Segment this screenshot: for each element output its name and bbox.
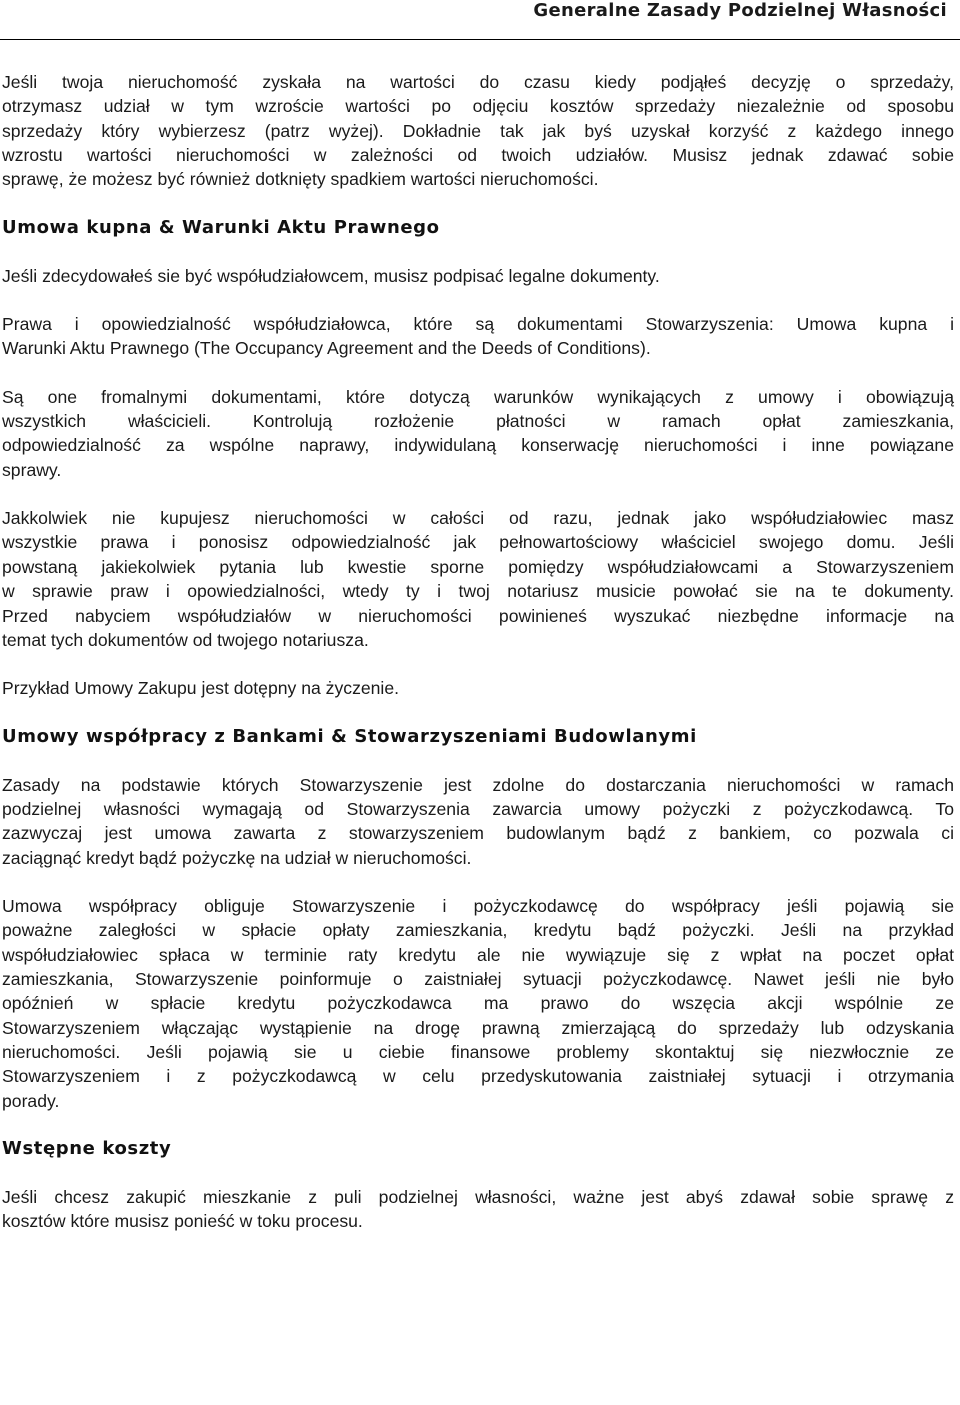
paragraph-umowa-4 bbox=[2, 506, 954, 652]
text-line: zazwyczaj jest umowa zawarta z stowarzyszeniem budowlanym bądź z bankiem, co pozwala ci bbox=[2, 823, 954, 844]
text-line: zaciągnąć kredyt bądź pożyczkę na udział w nieruchomości. bbox=[2, 847, 472, 868]
paragraph-banki-2 bbox=[2, 894, 954, 1113]
text-line: powstaną jakiekolwiek pytania lub kwestie sporne pomiędzy współudziałowcami a Stowarzyszeniem bbox=[2, 556, 954, 577]
text-line: Prawa i opowiedzialność współudziałowca, które są dokumentami Stowarzyszenia: Umowa kupna i bbox=[2, 314, 954, 335]
text-line: Jeśli twoja nieruchomość zyskała na wartości do czasu kiedy podjąłeś decyzję o sprzedaży, bbox=[2, 72, 954, 92]
paragraph-umowa-3 bbox=[2, 385, 954, 482]
text-line: odpowiedzialność za wspólne naprawy, indywidulaną konserwację nieruchomości i inne powiązane bbox=[2, 435, 954, 456]
text-line: nieruchomości. Jeśli pojawią sie u ciebie finansowe problemy skontaktuj się niezwłocznie ze bbox=[2, 1041, 954, 1062]
text-line: w sprawie praw i opowiedzialności, wtedy ty i twoj notariusz musicie powołać sie na te dokumenty. bbox=[2, 581, 954, 602]
section-heading-umowa-kupna: Umowa kupna & Warunki Aktu Prawnego bbox=[2, 216, 440, 238]
text-line: Są one fromalnymi dokumentami, które dotyczą warunków wynikających z umowy i obowiązują bbox=[2, 386, 954, 407]
text-line: Jeśli zdecydowałeś sie być współudziałowcem, musisz podpisać legalne dokumenty. bbox=[2, 265, 660, 286]
text-line: Jakkolwiek nie kupujesz nieruchomości w całości od razu, jednak jako współudziałowiec masz bbox=[2, 508, 954, 529]
text-line: otrzymasz udział w tym wzroście wartości po odjęciu kosztów sprzedaży niezależnie od sposobu bbox=[2, 96, 954, 117]
text-line: kosztów które musisz ponieść w toku procesu. bbox=[2, 1211, 363, 1232]
header-rule bbox=[0, 39, 960, 40]
text-line: Stowarzyszeniem włączając wystąpienie na drogę prawną zmierzającą do sprzedaży lub odzyskania bbox=[2, 1017, 954, 1038]
text-line: wszystkie prawa i ponosisz odpowiedzialność jak pełnowartościowy właściciel swojego domu. Jeśli bbox=[2, 532, 954, 553]
paragraph-banki-1 bbox=[2, 773, 954, 870]
running-header: Generalne Zasady Podzielnej Własności bbox=[533, 0, 947, 21]
paragraph-umowa-5 bbox=[2, 676, 954, 700]
text-line: sprawy. bbox=[2, 459, 62, 480]
section-heading-wstepne-koszty: Wstępne koszty bbox=[2, 1138, 172, 1159]
paragraph-umowa-1 bbox=[2, 264, 954, 288]
text-line: sprzedaży który wybierzesz (patrz wyżej). Dokładnie tak jak byś uzyskał korzyść z każdego innego bbox=[2, 120, 954, 141]
text-line: Umowa współpracy obliguje Stowarzyszenie i pożyczkodawcę do współpracy jeśli pojawią sie bbox=[2, 895, 954, 916]
text-line: podzielnej własności wymagają od Stowarzyszenia zawarcia umowy pożyczki z pożyczkodawcą. To bbox=[2, 798, 954, 819]
text-line: współudziałowiec spłaca w terminie raty kredytu ale nie wywiązuje się z wpłat na poczet opłat bbox=[2, 944, 954, 965]
text-line: Przykład Umowy Zakupu jest dotępny na życzenie. bbox=[2, 678, 400, 699]
section-heading-banki: Umowy współpracy z Bankami & Stowarzyszeniami Budowlanymi bbox=[2, 725, 697, 747]
document-body bbox=[2, 70, 954, 1234]
text-line: opóźnień w spłacie kredytu pożyczkodawca ma prawo do wszęcia akcji wspólnie ze bbox=[2, 993, 954, 1014]
text-line: zamieszkania, Stowarzyszenie poinformuje o zaistniałej sytuacji pożyczkodawcę. Nawet jeśli nie było bbox=[2, 968, 954, 989]
intro-paragraph bbox=[2, 70, 954, 192]
paragraph-umowa-2 bbox=[2, 312, 954, 361]
text-line: poważne zaległości w spłacie opłaty zamieszkania, kredytu bądź pożyczki. Jeśli na przykład bbox=[2, 920, 954, 941]
text-line: temat tych dokumentów od twojego notariusza. bbox=[2, 629, 369, 650]
text-line: Warunki Aktu Prawnego (The Occupancy Agreement and the Deeds of Conditions). bbox=[2, 338, 651, 359]
text-line: Stowarzyszeniem i z pożyczkodawcą w celu przedyskutowania zaistniałej sytuacji i otrzymania bbox=[2, 1066, 954, 1087]
text-line: wszystkich właścicieli. Kontrolują rozłożenie płatności w ramach opłat zamieszkania, bbox=[2, 411, 954, 432]
paragraph-koszty-1 bbox=[2, 1185, 954, 1234]
text-line: sprawę, że możesz być również dotknięty spadkiem wartości nieruchomości. bbox=[2, 169, 599, 190]
text-line: Przed nabyciem współudziałów w nieruchomości powinieneś wyszukać niezbędne informacje na bbox=[2, 605, 954, 626]
text-line: Jeśli chcesz zakupić mieszkanie z puli podzielnej własności, ważne jest abyś zdawał sobie sprawę z bbox=[2, 1187, 954, 1207]
text-line: Zasady na podstawie których Stowarzyszenie jest zdolne do dostarczania nieruchomości w ramach bbox=[2, 774, 954, 795]
text-line: porady. bbox=[2, 1090, 60, 1111]
text-line: wzrostu wartości nieruchomości w zależności od twoich udziałów. Musisz jednak zdawać sobie bbox=[2, 145, 954, 166]
